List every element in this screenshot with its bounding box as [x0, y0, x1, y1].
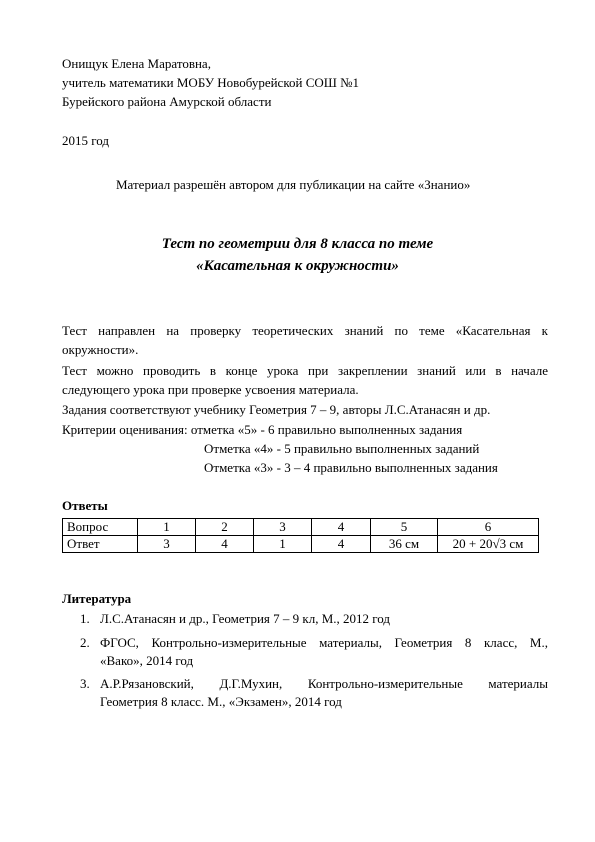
list-item-line2: Геометрия 8 класс. М., «Экзамен», 2014 год: [100, 694, 342, 709]
table-cell: 36 см: [371, 536, 438, 553]
list-item-number: 3.: [80, 676, 90, 691]
criteria-line1: Критерии оценивания: отметка «5» - 6 правильно выполненных задания: [62, 422, 463, 437]
table-cell: 5: [371, 519, 438, 536]
author-name: Онищук Елена Маратовна,: [62, 56, 211, 71]
answers-heading: Ответы: [62, 498, 108, 513]
list-item-line1: А.Р.Рязановский, Д.Г.Мухин, Контрольно-измерительные материалы: [100, 676, 548, 691]
intro-p1-line2: окружности».: [62, 342, 139, 357]
test-title-line1: Тест по геометрии для 8 класса по теме: [161, 236, 434, 252]
list-item: [80, 634, 548, 670]
table-cell: 20 + 20√3 см: [438, 536, 539, 553]
list-item-line2: «Вако», 2014 год: [100, 653, 194, 668]
list-item-number: 2.: [80, 635, 90, 650]
test-title-line2: «Касательная к окружности»: [196, 258, 399, 274]
intro-p3: Задания соответствуют учебнику Геометрия 7 – 9, авторы Л.С.Атанасян и др.: [62, 402, 491, 417]
author-region: Бурейского района Амурской области: [62, 94, 272, 109]
literature-heading: Литература: [62, 591, 132, 606]
table-cell: 4: [196, 536, 254, 553]
literature-list: [62, 610, 548, 711]
permission-note: Материал разрешён автором для публикации на сайте «Знанио»: [116, 177, 471, 192]
table-row: [63, 536, 539, 553]
list-item-number: 1.: [80, 611, 90, 626]
list-item: [80, 610, 548, 628]
table-cell-header: Ответ: [63, 536, 138, 553]
criteria-line3: Отметка «3» - 3 – 4 правильно выполненных задания: [204, 460, 498, 475]
intro-p1-line1: Тест направлен на проверку теоретических знаний по теме «Касательная к: [62, 323, 548, 338]
table-row: [63, 519, 539, 536]
table-cell: 3: [254, 519, 312, 536]
table-cell: 6: [438, 519, 539, 536]
list-item-line1: Л.С.Атанасян и др., Геометрия 7 – 9 кл, М., 2012 год: [100, 611, 391, 626]
table-cell: 3: [138, 536, 196, 553]
list-item-line1: ФГОС, Контрольно-измерительные материалы, Геометрия 8 класс, М.,: [100, 635, 548, 650]
intro-p2-line1: Тест можно проводить в конце урока при закреплении знаний или в начале: [62, 363, 548, 378]
table-cell: 4: [312, 519, 371, 536]
year: 2015 год: [62, 133, 109, 148]
answers-table: [62, 518, 539, 553]
table-cell: 4: [312, 536, 371, 553]
author-position: учитель математики МОБУ Новобурейской СОШ №1: [62, 75, 360, 90]
table-cell-header: Вопрос: [63, 519, 138, 536]
table-cell: 1: [138, 519, 196, 536]
table-cell: 1: [254, 536, 312, 553]
list-item: [80, 675, 548, 711]
intro-p2-line2: следующего урока при проверке усвоения материала.: [62, 382, 359, 397]
criteria-line2: Отметка «4» - 5 правильно выполненных заданий: [204, 441, 480, 456]
table-cell: 2: [196, 519, 254, 536]
